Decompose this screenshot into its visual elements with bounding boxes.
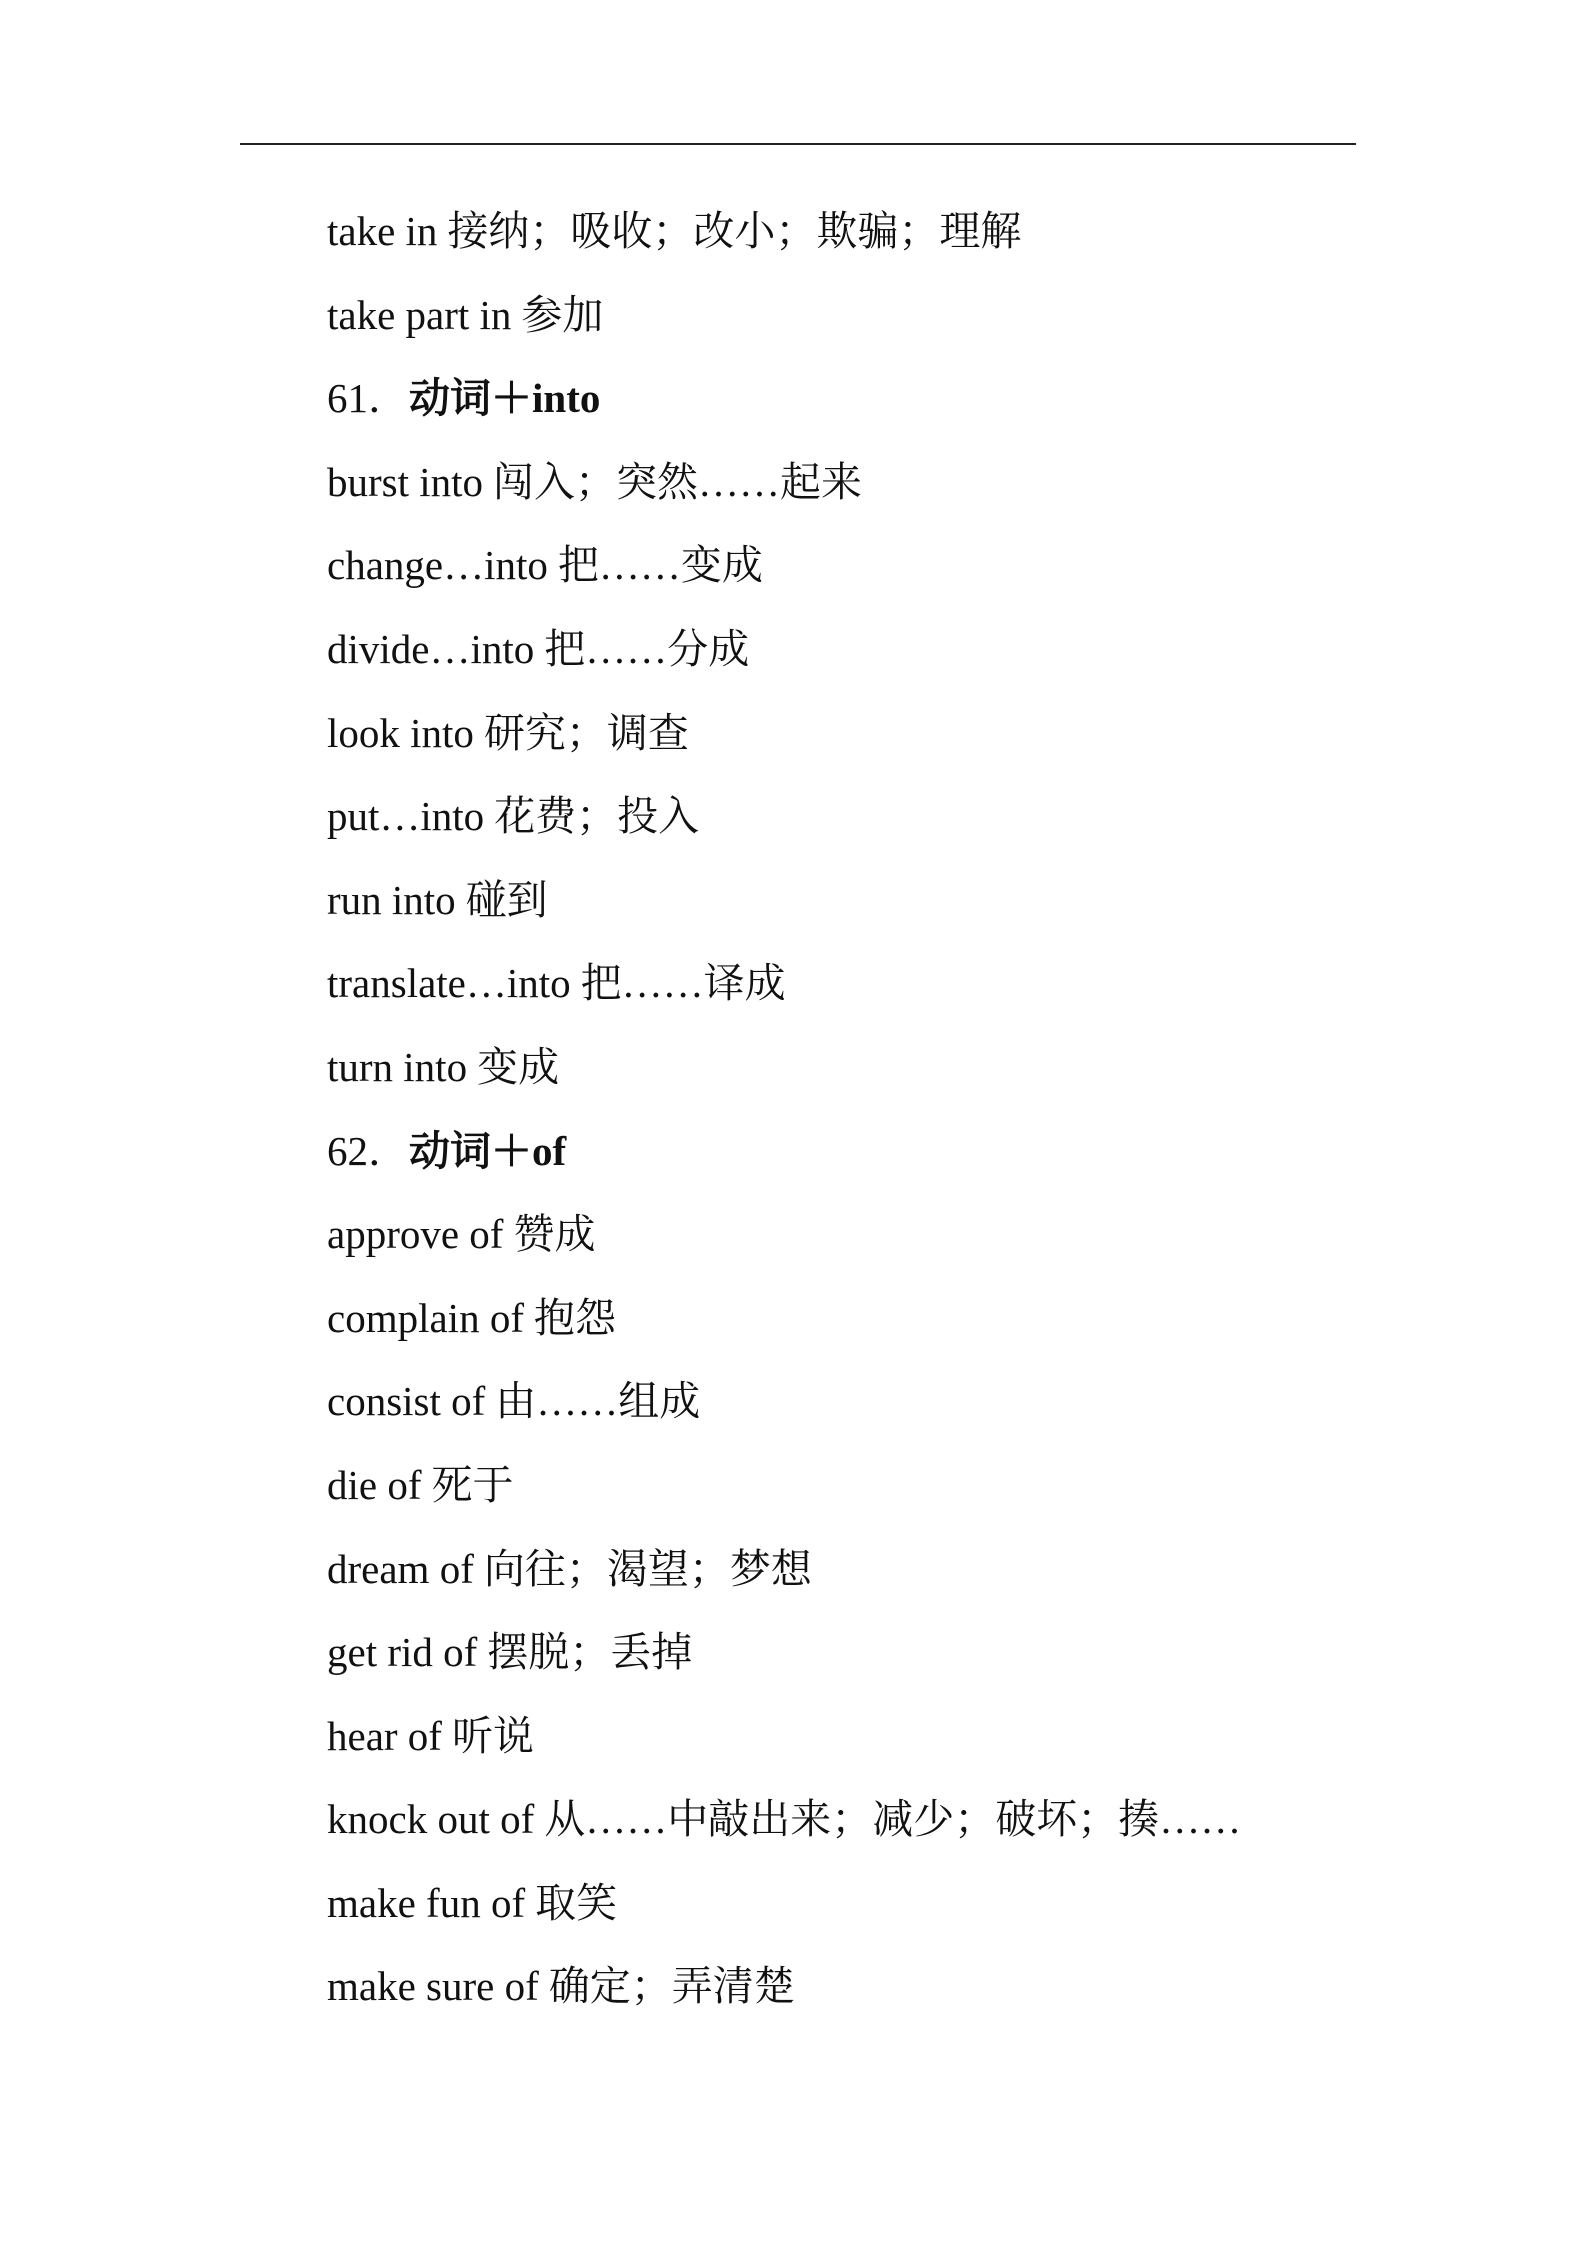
meaning: 由……组成: [495, 1378, 701, 1425]
list-item: [327, 274, 1427, 358]
list-item: [327, 1360, 1427, 1444]
phrase-list: [327, 190, 1427, 2029]
phrase: take in: [327, 208, 438, 254]
phrase: look into: [327, 709, 474, 756]
list-item: [327, 692, 1427, 776]
list-item: [327, 1193, 1427, 1277]
phrase: divide…into: [327, 625, 535, 672]
list-item: [327, 942, 1427, 1026]
list-item: [327, 1611, 1427, 1695]
header-rule: [240, 143, 1356, 145]
list-item: [327, 1862, 1427, 1946]
phrase: approve of: [327, 1211, 504, 1258]
meaning: 取笑: [535, 1879, 618, 1926]
phrase: dream of: [327, 1545, 474, 1592]
meaning: 把……分成: [544, 625, 750, 672]
list-item: [327, 859, 1427, 943]
meaning: 把……译成: [580, 960, 786, 1007]
meaning: 参加: [521, 291, 604, 338]
phrase: change…into: [327, 542, 548, 589]
meaning: 确定；弄清楚: [548, 1963, 795, 2010]
section-title-cn: 动词＋: [409, 375, 532, 422]
list-item: [327, 1695, 1427, 1779]
meaning: 变成: [477, 1043, 560, 1090]
phrase: consist of: [327, 1378, 486, 1425]
phrase: take part in: [327, 291, 512, 338]
meaning: 抱怨: [533, 1294, 616, 1341]
list-item: [327, 1945, 1427, 2029]
section-title-cn: 动词＋: [409, 1127, 532, 1174]
meaning: 向往；渴望；梦想: [483, 1545, 812, 1592]
section-number: 61．: [327, 375, 409, 422]
list-item: [327, 1778, 1427, 1862]
phrase: complain of: [327, 1294, 524, 1341]
section-title-en: of: [532, 1127, 567, 1174]
phrase: make fun of: [327, 1879, 526, 1926]
section-title-en: into: [532, 375, 601, 422]
phrase: put…into: [327, 793, 485, 840]
list-item: [327, 1277, 1427, 1361]
phrase: hear of: [327, 1712, 442, 1759]
list-item: [327, 524, 1427, 608]
phrase: burst into: [327, 458, 484, 505]
list-item: [327, 1026, 1427, 1110]
section-heading: [327, 357, 1427, 441]
meaning: 研究；调查: [483, 709, 689, 756]
phrase: run into: [327, 876, 456, 923]
list-item: [327, 775, 1427, 859]
section-heading: [327, 1110, 1427, 1194]
meaning: 花费；投入: [494, 793, 700, 840]
list-item: [327, 190, 1427, 274]
meaning: 从……中敲出来；减少；破坏；揍……: [544, 1796, 1242, 1843]
meaning: 接纳；吸收；改小；欺骗；理解: [447, 208, 1022, 254]
meaning: 死于: [431, 1461, 514, 1508]
meaning: 赞成: [513, 1211, 596, 1258]
meaning: 碰到: [465, 876, 548, 923]
phrase: make sure of: [327, 1963, 539, 2010]
phrase: translate…into: [327, 960, 571, 1007]
meaning: 听说: [451, 1712, 534, 1759]
phrase: knock out of: [327, 1796, 535, 1843]
phrase: die of: [327, 1461, 422, 1508]
list-item: [327, 608, 1427, 692]
list-item: [327, 441, 1427, 525]
meaning: 摆脱；丢掉: [487, 1629, 693, 1676]
list-item: [327, 1528, 1427, 1612]
section-number: 62．: [327, 1127, 409, 1174]
phrase: get rid of: [327, 1629, 478, 1676]
phrase: turn into: [327, 1043, 468, 1090]
meaning: 把……变成: [557, 542, 763, 589]
meaning: 闯入；突然……起来: [493, 458, 863, 505]
list-item: [327, 1444, 1427, 1528]
